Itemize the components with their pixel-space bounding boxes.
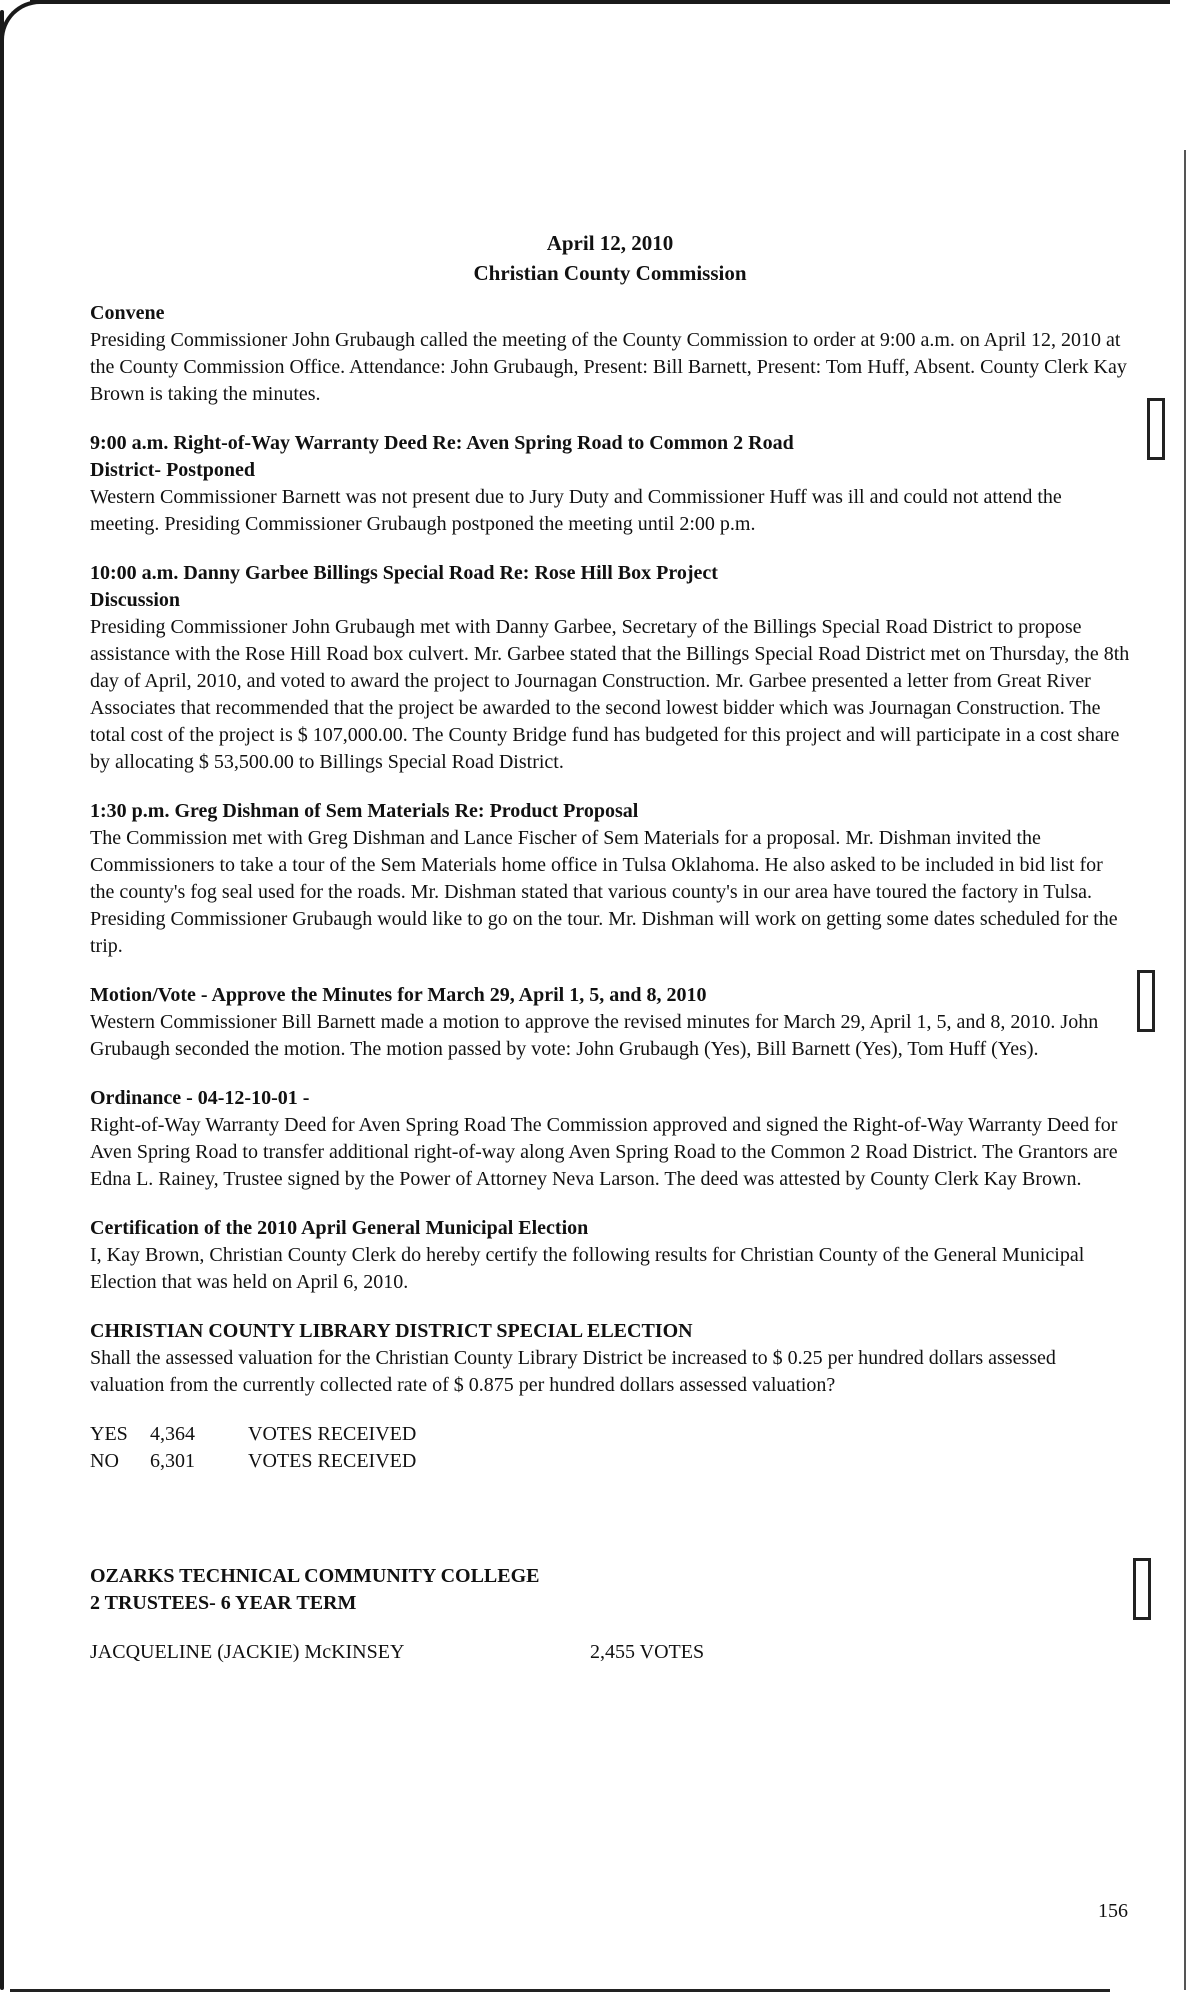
scan-edge-corner [0, 0, 44, 44]
section-body: Right-of-Way Warranty Deed for Aven Spring Road The Commission approved and signed the Right-of-Way Warranty Deed for Aven Spring Road to transfer additional right-of-way along Aven Spring Road to the Common 2 Road District. The Grantors are Edna L. Rainey, Trustee signed by the Power of Attorney Neva Larson. The deed was attested by County Clerk Kay Brown. [90, 1114, 1118, 1190]
section-heading: Convene [90, 302, 165, 324]
library-election-question: Shall the assessed valuation for the Christian County Library District be increased to $ 0.25 per hundred dollars assessed valuation from the currently collected rate of $ 0.875 per hundred dollars assessed valuation? [90, 1347, 1056, 1396]
scan-edge-right [1184, 150, 1186, 1990]
vote-row [90, 1421, 416, 1448]
section-heading: Motion/Vote - Approve the Minutes for March 29, April 1, 5, and 8, 2010 [90, 984, 707, 1006]
page-number: 156 [1098, 1900, 1128, 1922]
section-heading: 9:00 a.m. Right-of-Way Warranty Deed Re: Aven Spring Road to Common 2 Road [90, 432, 794, 454]
section-body: Western Commissioner Barnett was not present due to Jury Duty and Commissioner Huff was ill and could not attend the meeting. Presiding Commissioner Grubaugh postponed the meeting until 2:00 p.m. [90, 486, 1062, 535]
section-heading: Ordinance - 04-12-10-01 - [90, 1087, 310, 1109]
minutes-page [90, 228, 1130, 1688]
college-election-section [90, 1563, 1130, 1666]
minutes-sections [90, 300, 1130, 1296]
section-body: The Commission met with Greg Dishman and Lance Fischer of Sem Materials for a proposal. Mr. Dishman invited the Commissioners to take a tour of the Sem Materials home office in Tulsa Oklahoma. He also asked to be included in bid list for the county's fog seal used for the roads. Mr. Dishman stated that various county's in our area have toured the factory in Tulsa. Presiding Commissioner Grubaugh would like to go on the tour. Mr. Dishman will work on getting some dates scheduled for the trip. [90, 827, 1118, 957]
library-election-section [90, 1318, 1130, 1475]
section-heading: Discussion [90, 589, 181, 611]
vote-count: 6,301 [150, 1450, 195, 1472]
vote-choice: NO [90, 1450, 119, 1472]
scan-edge-top [30, 0, 1170, 4]
section-heading: 1:30 p.m. Greg Dishman of Sem Materials Re: Product Proposal [90, 800, 639, 822]
candidate-name: JACQUELINE (JACKIE) McKINSEY [90, 1641, 405, 1663]
vote-choice: YES [90, 1423, 128, 1445]
section-body: I, Kay Brown, Christian County Clerk do hereby certify the following results for Christian County of the General Municipal Election that was held on April 6, 2010. [90, 1244, 1085, 1293]
minutes-section [90, 430, 1130, 538]
meeting-date: April 12, 2010 [546, 231, 674, 255]
college-subheading: 2 TRUSTEES- 6 YEAR TERM [90, 1592, 357, 1614]
vote-label: VOTES RECEIVED [248, 1423, 417, 1445]
candidate-row [90, 1639, 1130, 1666]
candidate-votes: 2,455 VOTES [590, 1641, 705, 1663]
library-election-heading: CHRISTIAN COUNTY LIBRARY DISTRICT SPECIAL ELECTION [90, 1320, 693, 1342]
minutes-section [90, 300, 1130, 408]
section-body: Presiding Commissioner John Grubaugh called the meeting of the County Commission to order at 9:00 a.m. on April 12, 2010 at the County Commission Office. Attendance: John Grubaugh, Present: Bill Barnett, Present: Tom Huff, Absent. County Clerk Kay Brown is taking the minutes. [90, 329, 1127, 405]
margin-tab-marker [1133, 1558, 1151, 1620]
page-header [90, 228, 1130, 288]
minutes-section [90, 1215, 1130, 1296]
library-vote-table [90, 1421, 416, 1475]
minutes-section [90, 560, 1130, 776]
section-body: Presiding Commissioner John Grubaugh met with Danny Garbee, Secretary of the Billings Special Road District to propose assistance with the Rose Hill Road box culvert. Mr. Garbee stated that the Billings Special Road District met on Thursday, the 8th day of April, 2010, and voted to award the project to Journagan Construction. Mr. Garbee presented a letter from Great River Associates that recommended that the project be awarded to the second lowest bidder which was Journagan Construction. The total cost of the project is $ 107,000.00. The County Bridge fund has budgeted for this project and will participate in a cost share by allocating $ 53,500.00 to Billings Special Road District. [90, 616, 1130, 773]
scan-edge-bottom [10, 1989, 1110, 1992]
section-heading: District- Postponed [90, 459, 255, 481]
margin-tab-marker [1137, 970, 1155, 1032]
margin-tab-marker [1147, 398, 1165, 460]
vote-label: VOTES RECEIVED [248, 1450, 417, 1472]
scan-edge-left [0, 10, 4, 1990]
vote-count: 4,364 [150, 1423, 195, 1445]
section-heading: Certification of the 2010 April General Municipal Election [90, 1217, 589, 1239]
college-heading: OZARKS TECHNICAL COMMUNITY COLLEGE [90, 1565, 540, 1587]
section-body: Western Commissioner Bill Barnett made a motion to approve the revised minutes for March 29, April 1, 5, and 8, 2010. John Grubaugh seconded the motion. The motion passed by vote: John Grubaugh (Yes), Bill Barnett (Yes), Tom Huff (Yes). [90, 1011, 1099, 1060]
minutes-section [90, 1085, 1130, 1193]
minutes-section [90, 798, 1130, 960]
document-title: Christian County Commission [473, 261, 747, 285]
section-heading: 10:00 a.m. Danny Garbee Billings Special Road Re: Rose Hill Box Project [90, 562, 718, 584]
minutes-section [90, 982, 1130, 1063]
vote-row [90, 1448, 416, 1475]
